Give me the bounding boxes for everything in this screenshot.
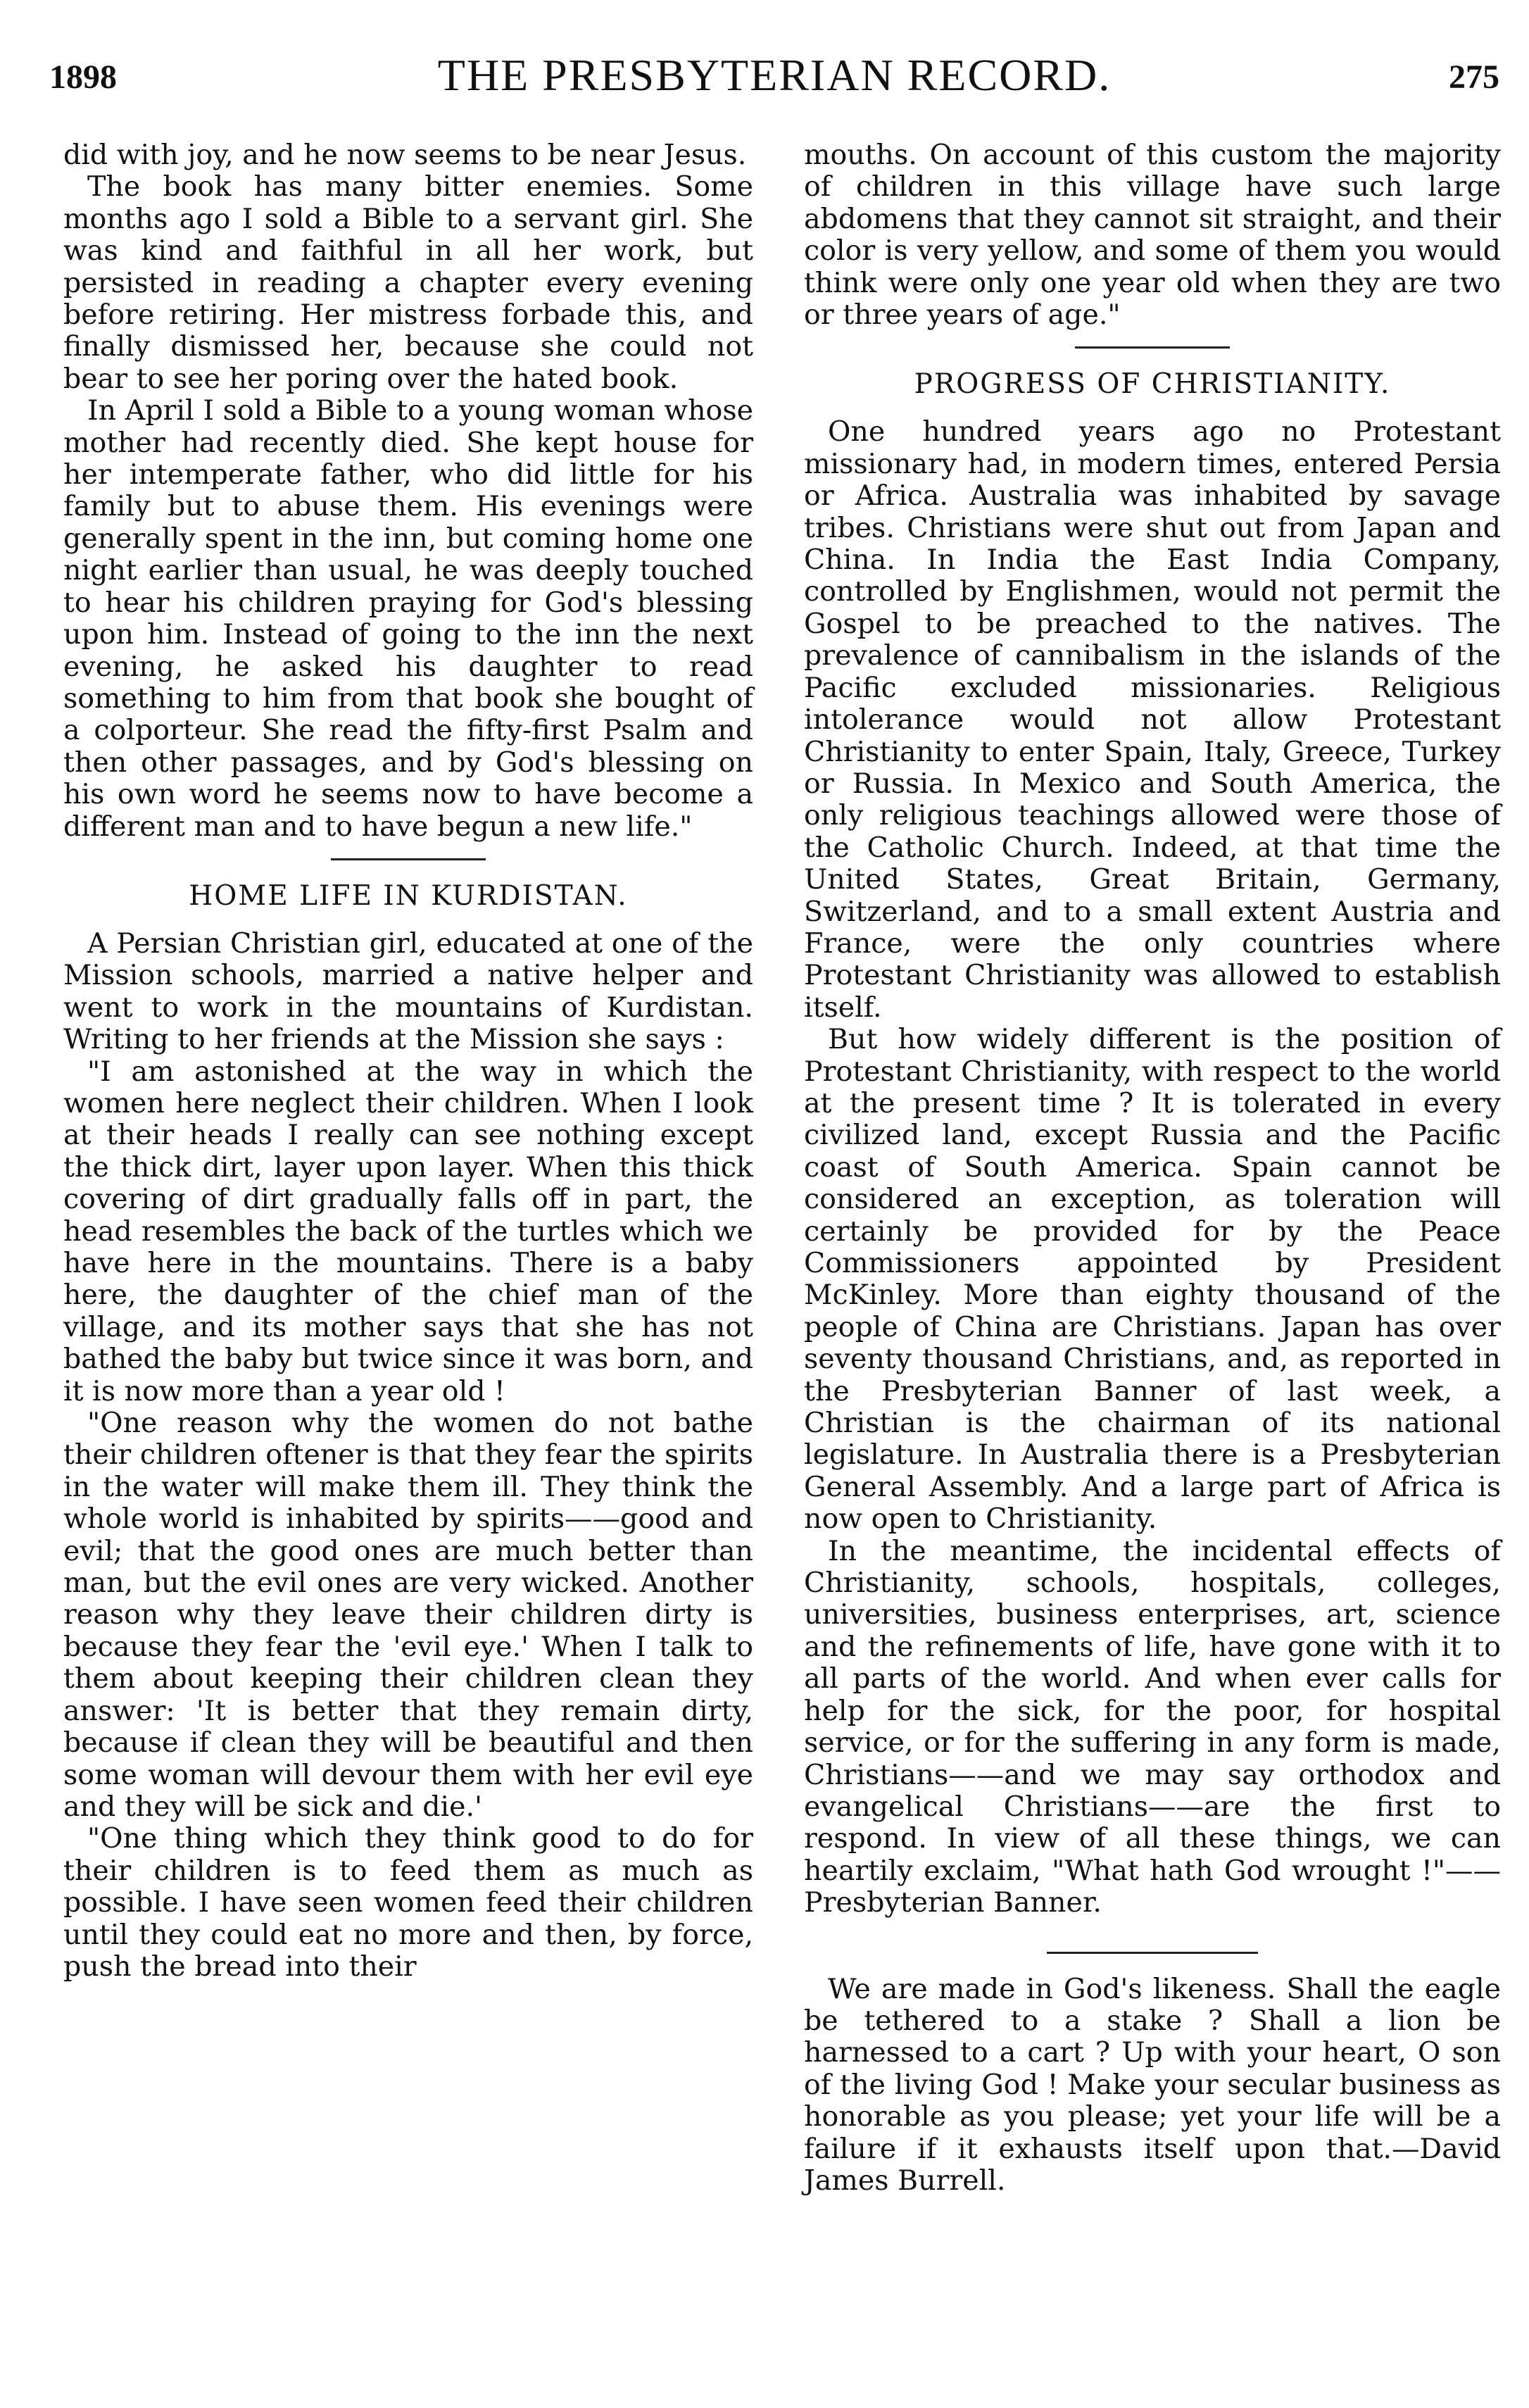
closing-paragraph: We are made in God's likeness. Shall the eagle be tethered to a stake ? Shall a lion be harnessed to a cart ? Up with your heart, O son of the living God ! Make your secular business as honorable as you please; yet your life will be a failure if it exhausts itself upon that.—David James Burrell. (804, 1972, 1501, 2197)
paragraph: In the meantime, the incidental effects of Christianity, schools, hospitals, colleges, universities, business enterprises, art, science and the refinements of life, have gone with it to all parts of the world. And when ever calls for help for the sick, for the poor, for hospital service, or for the suffering in any form is made, Christians——and we may say orthodox and evangelical Christians——are the first to respond. In view of all these things, we can heartily exclaim, "What hath God wrought !"——Presbyterian Banner. (804, 1534, 1501, 1919)
paragraph: "I am astonished at the way in which the women here neglect their children. When I look at their heads I really can see nothing except the thick dirt, layer upon layer. When this thick covering of dirt gradually falls off in part, the head resembles the back of the turtles which we have here in the mountains. There is a baby here, the daughter of the chief man of the village, and its mother says that she has not bathed the baby but twice since it was born, and it is now more than a year old ! (63, 1055, 753, 1407)
paragraph: did with joy, and he now seems to be near Jesus. (63, 139, 747, 171)
section-divider (1047, 1952, 1258, 1954)
paragraph: "One thing which they think good to do for their children is to feed them as much as possible. I have seen women feed their children until they could eat no more and then, by force, push the bread into their (63, 1822, 753, 1983)
publication-title: THE PRESBYTERIAN RECORD. (437, 50, 1112, 100)
paragraph: "One reason why the women do not bathe their children oftener is that they fear the spirits in the water will make them ill. They think the whole world is inhabited by spirits——good and evil; that the good ones are much better than man, but the evil ones are very wicked. Another reason why they leave their children dirty is because they fear the 'evil eye.' When I talk to them about keeping their children clean they answer: 'It is better that they remain dirty, because if clean they will be beautiful and then some woman will devour them with her evil eye and they will be sick and die.' (63, 1407, 753, 1823)
paragraph: One hundred years ago no Protestant missionary had, in modern times, entered Persia or Africa. Australia was inhabited by savage tribes. Christians were shut out from Japan and China. In India the East India Company, controlled by Englishmen, would not permit the Gospel to be preached to the natives. The prevalence of cannibalism in the islands of the Pacific excluded missionaries. Religious intolerance would not allow Protestant Christianity to enter Spain, Italy, Greece, Turkey or Russia. In Mexico and South America, the only religious teachings allowed were those of the Catholic Church. Indeed, at that time the United States, Great Britain, Germany, Switzerland, and to a small extent Austria and France, were the only countries where Protestant Christianity was allowed to establish itself. (804, 415, 1501, 1024)
article-heading-kurdistan: HOME LIFE IN KURDISTAN. (189, 879, 628, 912)
header-year: 1898 (49, 58, 117, 96)
paragraph: But how widely different is the position of Protestant Christianity, with respect to the world at the present time ? It is tolerated in every civilized land, except Russia and the Pacific coast of South America. Spain cannot be considered an exception, as toleration will certainly be provided for by the Peace Commissioners appointed by President McKinley. More than eighty thousand of the people of China are Christians. Japan has over seventy thousand Christians, and, as reported in the Presbyterian Banner of last week, a Christian is the chairman of its national legislature. In Australia there is a Presbyterian General Assembly. And a large part of Africa is now open to Christianity. (804, 1023, 1501, 1536)
paragraph: The book has many bitter enemies. Some months ago I sold a Bible to a servant girl. She was kind and faithful in all her work, but persisted in reading a chapter every evening before retiring. Her mistress forbade this, and finally dismissed her, because she could not bear to see her poring over the hated book. (63, 170, 753, 395)
article-heading-progress: PROGRESS OF CHRISTIANITY. (914, 368, 1391, 401)
paragraph: In April I sold a Bible to a young woman whose mother had recently died. She kept house for her intemperate father, who did little for his family but to abuse them. His evenings were generally spent in the inn, but coming home one night earlier than usual, he was deeply touched to hear his children praying for God's blessing upon him. Instead of going to the inn the next evening, he asked his daughter to read something to him from that book she bought of a colporteur. She read the fifty-first Psalm and then other passages, and by God's blessing on his own word he seems now to have become a different man and to have begun a new life." (63, 394, 753, 843)
section-divider (1075, 346, 1230, 349)
left-column (63, 139, 753, 1983)
paragraph: A Persian Christian girl, educated at one of the Mission schools, married a native helper and went to work in the mountains of Kurdistan. Writing to her friends at the Mission she says : (63, 927, 753, 1056)
page-header (49, 44, 1499, 107)
page-number: 275 (1449, 58, 1499, 96)
paragraph: mouths. On account of this custom the majority of children in this village have such large abdomens that they cannot sit straight, and their color is very yellow, and some of them you would think were only one year old when they are two or three years of age." (804, 139, 1501, 332)
section-divider (331, 858, 486, 860)
right-column (804, 139, 1501, 2197)
